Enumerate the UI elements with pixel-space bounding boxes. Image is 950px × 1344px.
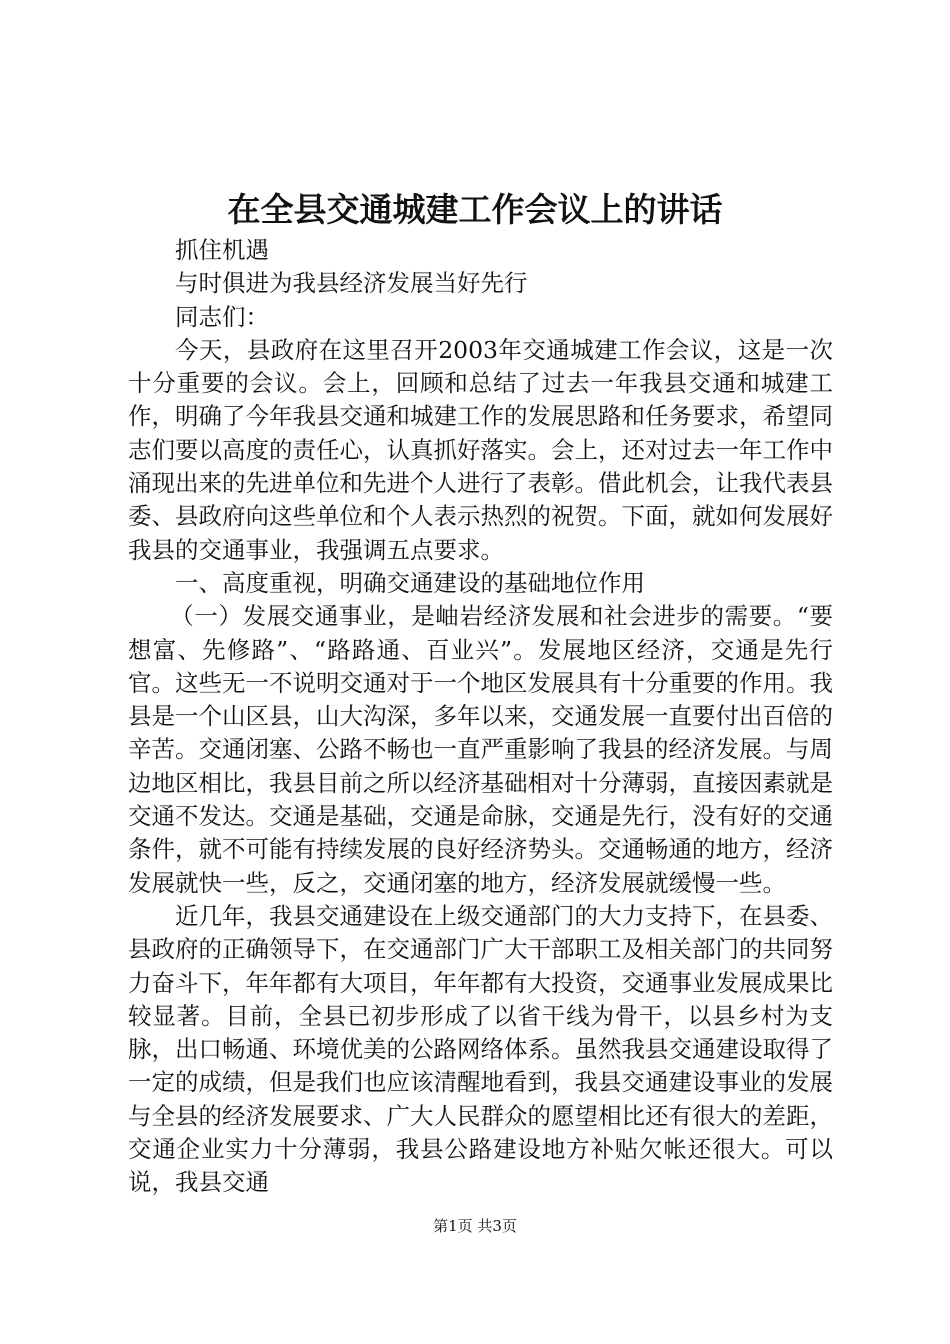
paragraph-intro: 今天，县政府在这里召开2003年交通城建工作会议，这是一次十分重要的会议。会上，回顾和总结了过去一年我县交通和城建工作，明确了今年我县交通和城建工作的发展思路和任务要求，希望同志们要以高度的责任心，认真抓好落实。会上，还对过去一年工作中涌现出来的先进单位和先进个人进行了表彰。借此机会，让我代表县委、县政府向这些单位和个人表示热烈的祝贺。下面，就如何发展好我县的交通事业，我强调五点要求。 — [128, 335, 833, 564]
subtitle-line-1: 抓住机遇 — [175, 236, 269, 264]
salutation: 同志们： — [175, 302, 269, 331]
subtitle-line-2: 与时俱进为我县经济发展当好先行 — [175, 269, 528, 298]
document-body — [128, 234, 833, 1200]
section-heading-1: 一、高度重视，明确交通建设的基础地位作用 — [175, 568, 645, 597]
page-footer: 第1页 共3页 — [433, 1217, 517, 1235]
paragraph-recent-years: 近几年，我县交通建设在上级交通部门的大力支持下，在县委、县政府的正确领导下，在交通部门广大干部职工及相关部门的共同努力奋斗下，年年都有大项目，年年都有大投资，交通事业发展成果比较显著。目前，全县已初步形成了以省干线为骨干，以县乡村为支脉，出口畅通、环境优美的公路网络体系。虽然我县交通建设取得了一定的成绩，但是我们也应该清醒地看到，我县交通建设事业的发展与全县的经济发展要求、广大人民群众的愿望相比还有很大的差距，交通企业实力十分薄弱，我县公路建设地方补贴欠帐还很大。可以说，我县交通 — [128, 901, 833, 1197]
page-title: 在全县交通城建工作会议上的讲话 — [227, 190, 723, 229]
paragraph-section-1-1: （一）发展交通事业，是岫岩经济发展和社会进步的需要。“要想富、先修路”、“路路通、百业兴”。发展地区经济，交通是先行官。这些无一不说明交通对于一个地区发展具有十分重要的作用。我县是一个山区县，山大沟深，多年以来，交通发展一直要付出百倍的辛苦。交通闭塞、公路不畅也一直严重影响了我县的经济发展。与周边地区相比，我县目前之所以经济基础相对十分薄弱，直接因素就是交通不发达。交通是基础，交通是命脉，交通是先行，没有好的交通条件，就不可能有持续发展的良好经济势头。交通畅通的地方，经济发展就快一些，反之，交通闭塞的地方，经济发展就缓慢一些。 — [128, 602, 833, 897]
